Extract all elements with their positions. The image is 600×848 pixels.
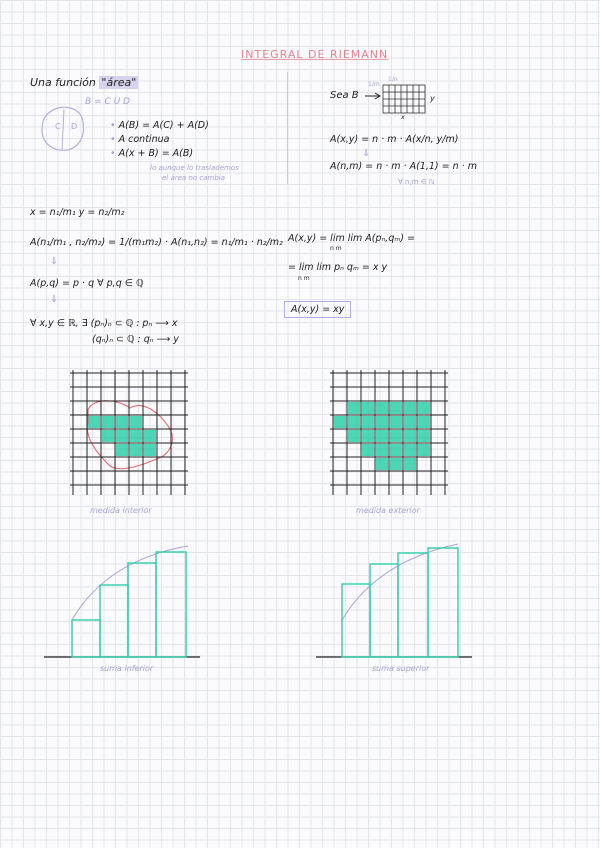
filled-cell — [362, 444, 374, 456]
filled-cell — [144, 430, 156, 442]
filled-cell — [362, 416, 374, 428]
blob-c-label: C — [55, 122, 61, 131]
grid-x-label: x — [401, 114, 405, 121]
implies-arrow-2: ⇓ — [50, 294, 59, 305]
right-arrow-icon — [365, 91, 383, 101]
set-blob-diagram — [38, 104, 88, 154]
heading-highlight: "área" — [101, 76, 137, 89]
bullet-1: • A(B) = A(C) + A(D) — [110, 120, 209, 131]
boxed-result: A(x,y) = xy — [284, 301, 351, 318]
lower-sum-bar-1 — [72, 620, 100, 657]
filled-cell — [390, 458, 402, 470]
filled-cell — [334, 416, 346, 428]
heading — [30, 76, 138, 89]
filled-cell — [348, 430, 360, 442]
sea-label: Sea B — [330, 90, 359, 101]
filled-cell — [390, 430, 402, 442]
upper-sum-bar-1 — [342, 584, 370, 657]
set-label: B = C U D — [85, 97, 130, 107]
grid-left-label: 1/m — [368, 81, 380, 88]
filled-cell — [418, 444, 430, 456]
lower-sum-bar-3 — [128, 563, 156, 657]
filled-cell — [390, 416, 402, 428]
bullet-3: • A(x + B) = A(B) — [110, 148, 194, 159]
filled-cell — [404, 402, 416, 414]
condition: ∀ n,m ∈ ℕ — [398, 178, 435, 186]
blob-d-label: D — [71, 122, 78, 131]
filled-cell — [348, 402, 360, 414]
filled-cell — [390, 444, 402, 456]
region-outline — [87, 401, 172, 469]
filled-cell — [418, 416, 430, 428]
filled-cell — [376, 444, 388, 456]
area-formula: A(n₁/m₁ , n₂/m₂) = 1/(m₁m₂) · A(n₁,n₂) = n₁/m₁ · n₂/m₂ — [30, 237, 283, 248]
filled-cell — [348, 416, 360, 428]
sequence-1: ∀ x,y ∈ ℝ, ∃ (pₙ)ₙ ⊂ ℚ : pₙ ⟶ x — [30, 318, 178, 329]
filled-cell — [362, 402, 374, 414]
outer-measure-caption: medida exterior — [356, 506, 420, 515]
implies-arrow-1: ⇓ — [50, 256, 59, 267]
note-line-2: el área no cambia — [162, 174, 226, 182]
filled-cell — [130, 416, 142, 428]
apq-formula: A(p,q) = p · q ∀ p,q ∈ ℚ — [30, 278, 144, 289]
formula-2: A(n,m) = n · m · A(1,1) = n · m — [330, 161, 477, 172]
heading-text: Una función — [30, 76, 96, 89]
limit-formula-2: = lim lim pₙ qₘ = x y — [288, 262, 388, 273]
filled-cell — [130, 430, 142, 442]
filled-cell — [102, 416, 114, 428]
filled-cell — [376, 430, 388, 442]
grid-y-label: y — [430, 94, 435, 103]
lower-sum-graph — [40, 540, 200, 660]
filled-cell — [116, 444, 128, 456]
lower-sum-caption: suma inferior — [100, 664, 154, 673]
vertical-divider — [287, 72, 288, 184]
upper-sum-bar-4 — [428, 548, 458, 657]
note-line-1: lo aunque lo traslademos — [150, 164, 239, 172]
filled-cell — [404, 430, 416, 442]
filled-cell — [418, 402, 430, 414]
formula-1: A(x,y) = n · m · A(x/n, y/m) — [330, 134, 459, 145]
upper-sum-graph — [312, 540, 472, 660]
filled-cell — [116, 430, 128, 442]
inner-measure-grid — [70, 370, 185, 500]
filled-cell — [404, 458, 416, 470]
filled-cell — [390, 402, 402, 414]
filled-cell — [404, 416, 416, 428]
outer-measure-grid — [330, 370, 445, 500]
upper-sum-bar-3 — [398, 553, 428, 657]
filled-cell — [376, 416, 388, 428]
implies-arrow: ⇓ — [362, 148, 371, 159]
filled-cell — [418, 430, 430, 442]
bullet-2: • A continua — [110, 134, 170, 145]
grid-top-label: 1/n — [388, 76, 398, 83]
sequence-2: (qₙ)ₙ ⊂ ℚ : qₙ ⟶ y — [92, 334, 179, 345]
small-grid-B — [383, 85, 425, 113]
filled-cell — [376, 458, 388, 470]
filled-cell — [376, 402, 388, 414]
upper-sum-bar-2 — [370, 564, 398, 657]
filled-cell — [362, 430, 374, 442]
xy-definition: x = n₁/m₁ y = n₂/m₂ — [30, 207, 125, 218]
limit-formula: A(x,y) = lim lim A(pₙ,qₘ) = — [288, 233, 415, 244]
page-title: INTEGRAL DE RIEMANN — [241, 48, 389, 61]
lower-sum-bar-2 — [100, 585, 128, 657]
limit-subscript: n m — [330, 245, 342, 252]
filled-cell — [144, 444, 156, 456]
limit-subscript-2: n m — [298, 275, 310, 282]
filled-cell — [116, 416, 128, 428]
upper-sum-caption: suma superior — [372, 664, 430, 673]
filled-cell — [88, 416, 100, 428]
filled-cell — [404, 444, 416, 456]
filled-cell — [102, 430, 114, 442]
lower-sum-bar-4 — [156, 552, 186, 657]
inner-measure-caption: medida interior — [90, 506, 152, 515]
filled-cell — [130, 444, 142, 456]
